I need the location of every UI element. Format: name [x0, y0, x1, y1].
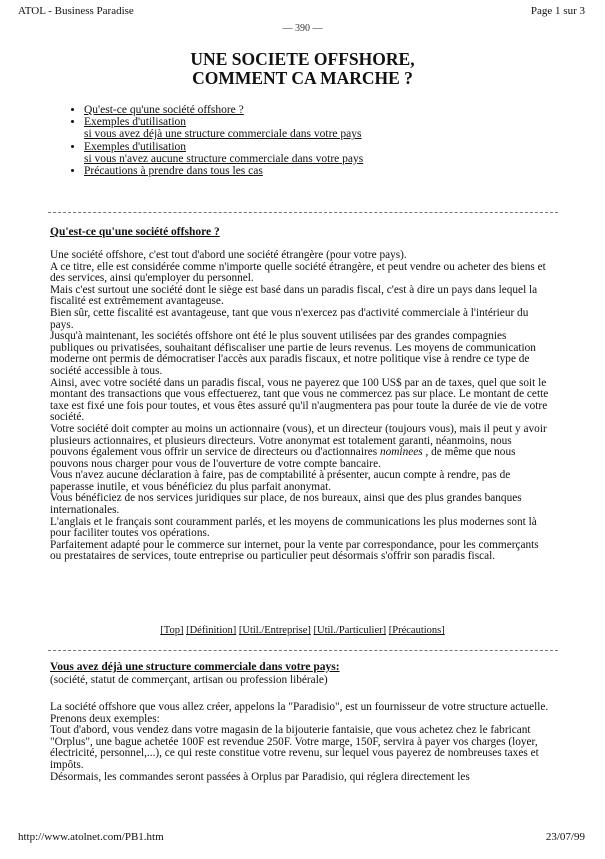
paragraph: Jusqu'à maintenant, les sociétés offshore ont été le plus souvent utilisées par des grandes compagnies publiques ou privatisées, souhaitant défiscaliser une partie de leurs revenus. Les moyens de communication moderne ont permis de démocratiser l'accès aux paradis fiscaux, et notre politique vise à rendre ce type de société accessible à tous. — [50, 330, 536, 377]
section-title-definition: Qu'est-ce qu'une société offshore ? — [50, 226, 220, 238]
paragraph: Vous n'avez aucune déclaration à faire, pas de comptabilité à présenter, aucun compte à rendre, pas de paperasse inutile, et vous bénéficiez du plus parfait anonymat. — [50, 469, 511, 493]
paragraph: Une société offshore, c'est tout d'abord une société étrangère (pour votre pays). — [50, 249, 407, 261]
toc-link-precautions[interactable]: Précautions à prendre dans tous les cas — [84, 165, 263, 178]
toc-item — [84, 116, 363, 140]
toc-link-line: si vous avez déjà une structure commerciale dans votre pays — [84, 128, 362, 141]
section-body-company — [50, 702, 550, 783]
header-left-title: ATOL - Business Paradise — [18, 5, 134, 17]
nav-link-individual[interactable]: [Util./Particulier] — [313, 625, 387, 636]
section-nav-links — [0, 625, 605, 636]
text-before-term: Votre société doit compter au moins un actionnaire (vous), et un directeur (toujours vous), mais il peut y avoir plusieurs actionnaires, et plusieurs directeurs. Votre anonymat est totalement garanti, néanmoins, nous pouvons également vous offrir un service de directeurs ou d'actionnaires — [50, 422, 547, 459]
paragraph: L'anglais et le français sont couramment parlés, et les moyens de communications les plus modernes sont là pour faciliter toutes vos opérations. — [50, 515, 537, 540]
paragraph: Ainsi, avec votre société dans un paradis fiscal, vous ne payerez que 100 US$ par an de taxes, quel que soit le montant des transactions que vous effectuerez, tant que vous ne commercez pas sur place. Le montant de cette taxe est fixé une fois pour toutes, et vous êtes assuré qu'il n'augmentera pas pour toute la durée de vie de votre société. — [50, 376, 549, 424]
paragraph: Vous bénéficiez de nos services juridiques sur place, de nos bureaux, ainsi que des plus grandes banques internationales. — [50, 492, 522, 517]
header-page-indicator: Page 1 sur 3 — [530, 5, 585, 17]
paragraph: La société offshore que vous allez créer, appelons la "Paradisio", est un fournisseur de votre structure actuelle. — [50, 701, 549, 713]
page-title-line-1: UNE SOCIETE OFFSHORE, — [190, 49, 415, 69]
page-title-line-2: COMMENT CA MARCHE ? — [192, 68, 413, 88]
nav-link-company[interactable]: [Util./Entreprise] — [238, 625, 311, 636]
nav-link-precautions[interactable]: [Précautions] — [388, 625, 445, 636]
toc-item — [84, 141, 363, 165]
nominees-term: nominees — [379, 446, 423, 459]
toc-link-company-examples[interactable] — [84, 116, 362, 140]
section-divider — [48, 650, 558, 651]
toc-link-line: Exemples d'utilisation — [84, 116, 187, 129]
nav-link-definition[interactable]: [Définition] — [186, 625, 237, 636]
paragraph-with-term — [50, 424, 550, 470]
paragraph: Parfaitement adapté pour le commerce sur internet, pour la vente par correspondance, pour les commerçants ou prestataires de services, toute entreprise ou particulier peut désormais s'offrir son paradis fiscal. — [50, 538, 539, 563]
toc-link-line: Exemples d'utilisation — [84, 140, 187, 153]
table-of-contents — [70, 104, 363, 177]
toc-link-individual-examples[interactable] — [84, 141, 363, 165]
nav-link-top[interactable]: [Top] — [160, 625, 184, 636]
paragraph: A ce titre, elle est considérée comme n'importe quelle société étrangère, et peut vendre ou acheter des biens et des services, ainsi qu'employer du personnel. — [50, 260, 546, 285]
section-title-company: Vous avez déjà une structure commerciale dans votre pays: — [50, 661, 340, 673]
paragraph: Prenons deux exemples: — [50, 712, 160, 725]
paragraph: Mais c'est surtout une société dont le siège est basé dans un paradis fiscal, c'est à dire un pays dans lequel la fiscalité est extrêmement avantageuse. — [50, 283, 538, 308]
toc-item — [84, 165, 363, 177]
footer-date: 23/07/99 — [545, 831, 585, 843]
page-title — [0, 50, 605, 88]
paragraph: Tout d'abord, vous vendez dans votre magasin de la bijouterie fantaisie, que vous achetez chez le fabricant "Orplus", une bague achetée 100F est revendue 250F. Votre marge, 150F, servira à payer vos charges (loyer, électricité, personnel,...), ce qui reste constitue votre revenu, sur lequel vous payerez de nombreuses taxes et impôts. — [50, 724, 539, 771]
section-divider — [48, 212, 558, 213]
section-subtitle-company: (société, statut de commerçant, artisan ou profession libérale) — [50, 674, 328, 686]
paragraph: Désormais, les commandes seront passées à Orplus par Paradisio, qui réglera directement les — [50, 770, 470, 783]
section-body-definition — [50, 250, 550, 563]
page-number: — 390 — — [282, 23, 323, 34]
toc-item — [84, 104, 363, 116]
toc-link-definition[interactable]: Qu'est-ce qu'une société offshore ? — [84, 104, 244, 116]
footer-url: http://www.atolnet.com/PB1.htm — [18, 831, 164, 843]
paragraph: Bien sûr, cette fiscalité est avantageuse, tant que vous n'exercez pas d'activité commerciale à l'intérieur du pays. — [50, 306, 529, 331]
text-after-term: , de même que nous pouvons nous charger pour vous de l'ouverture de votre compte bancaire. — [50, 446, 516, 470]
toc-link-line: si vous n'avez aucune structure commerciale dans votre pays — [84, 152, 364, 165]
